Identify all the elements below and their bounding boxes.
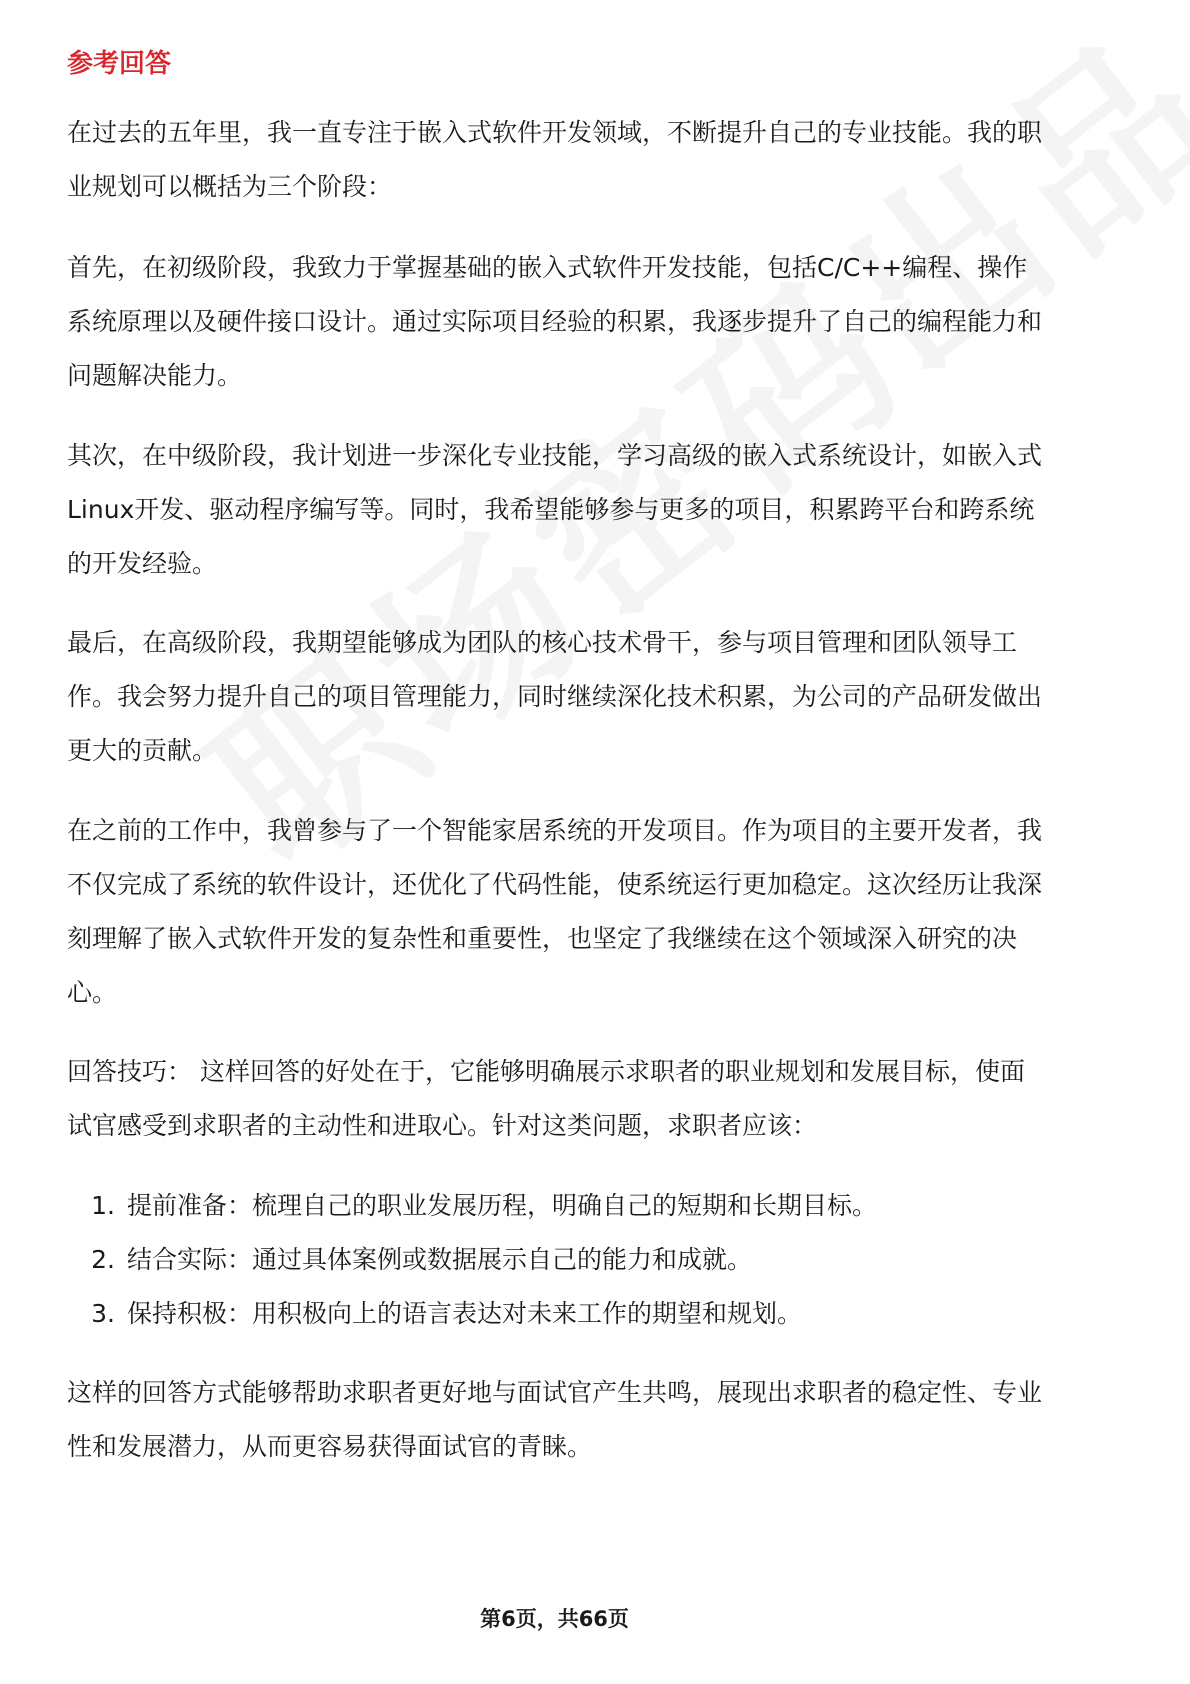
list-item-text: 提前准备：梳理自己的职业发展历程，明确自己的短期和长期目标。 — [127, 1191, 878, 1220]
paragraph-tips-intro: 回答技巧： 这样回答的好处在于，它能够明确展示求职者的职业规划和发展目标，使面试官感受到求职者的主动性和进取心。针对这类问题，求职者应该： — [67, 1057, 1025, 1140]
tips-list — [67, 1179, 1047, 1341]
list-item — [67, 1287, 1047, 1341]
list-item — [67, 1179, 1047, 1233]
paragraph-experience: 在之前的工作中，我曾参与了一个智能家居系统的开发项目。作为项目的主要开发者，我不仅完成了系统的软件设计，还优化了代码性能，使系统运行更加稳定。这次经历让我深刻理解了嵌入式软件开发的复杂性和重要性，也坚定了我继续在这个领域深入研究的决心。 — [67, 816, 1043, 1007]
page-number: 第6页，共66页 — [480, 1607, 629, 1631]
paragraph-closing: 这样的回答方式能够帮助求职者更好地与面试官产生共鸣，展现出求职者的稳定性、专业性和发展潜力，从而更容易获得面试官的青睐。 — [67, 1378, 1043, 1461]
list-item-number: 1. — [91, 1191, 115, 1220]
list-item-text: 结合实际：通过具体案例或数据展示自己的能力和成就。 — [127, 1245, 753, 1274]
section-heading: 参考回答 — [67, 49, 172, 79]
paragraph-stage-1: 首先，在初级阶段，我致力于掌握基础的嵌入式软件开发技能，包括C/C++编程、操作系统原理以及硬件接口设计。通过实际项目经验的积累，我逐步提升了自己的编程能力和问题解决能力。 — [67, 253, 1043, 390]
list-item-number: 3. — [91, 1299, 115, 1328]
list-item-text: 保持积极：用积极向上的语言表达对未来工作的期望和规划。 — [127, 1299, 803, 1328]
paragraph-stage-3: 最后，在高级阶段，我期望能够成为团队的核心技术骨干，参与项目管理和团队领导工作。我会努力提升自己的项目管理能力，同时继续深化技术积累，为公司的产品研发做出更大的贡献。 — [67, 628, 1043, 765]
list-item — [67, 1233, 1047, 1287]
paragraph-stage-2: 其次，在中级阶段，我计划进一步深化专业技能，学习高级的嵌入式系统设计，如嵌入式Linux开发、驱动程序编写等。同时，我希望能够参与更多的项目，积累跨平台和跨系统的开发经验。 — [67, 441, 1043, 578]
paragraph-intro: 在过去的五年里，我一直专注于嵌入式软件开发领域，不断提升自己的专业技能。我的职业规划可以概括为三个阶段： — [67, 118, 1043, 201]
list-item-number: 2. — [91, 1245, 115, 1274]
